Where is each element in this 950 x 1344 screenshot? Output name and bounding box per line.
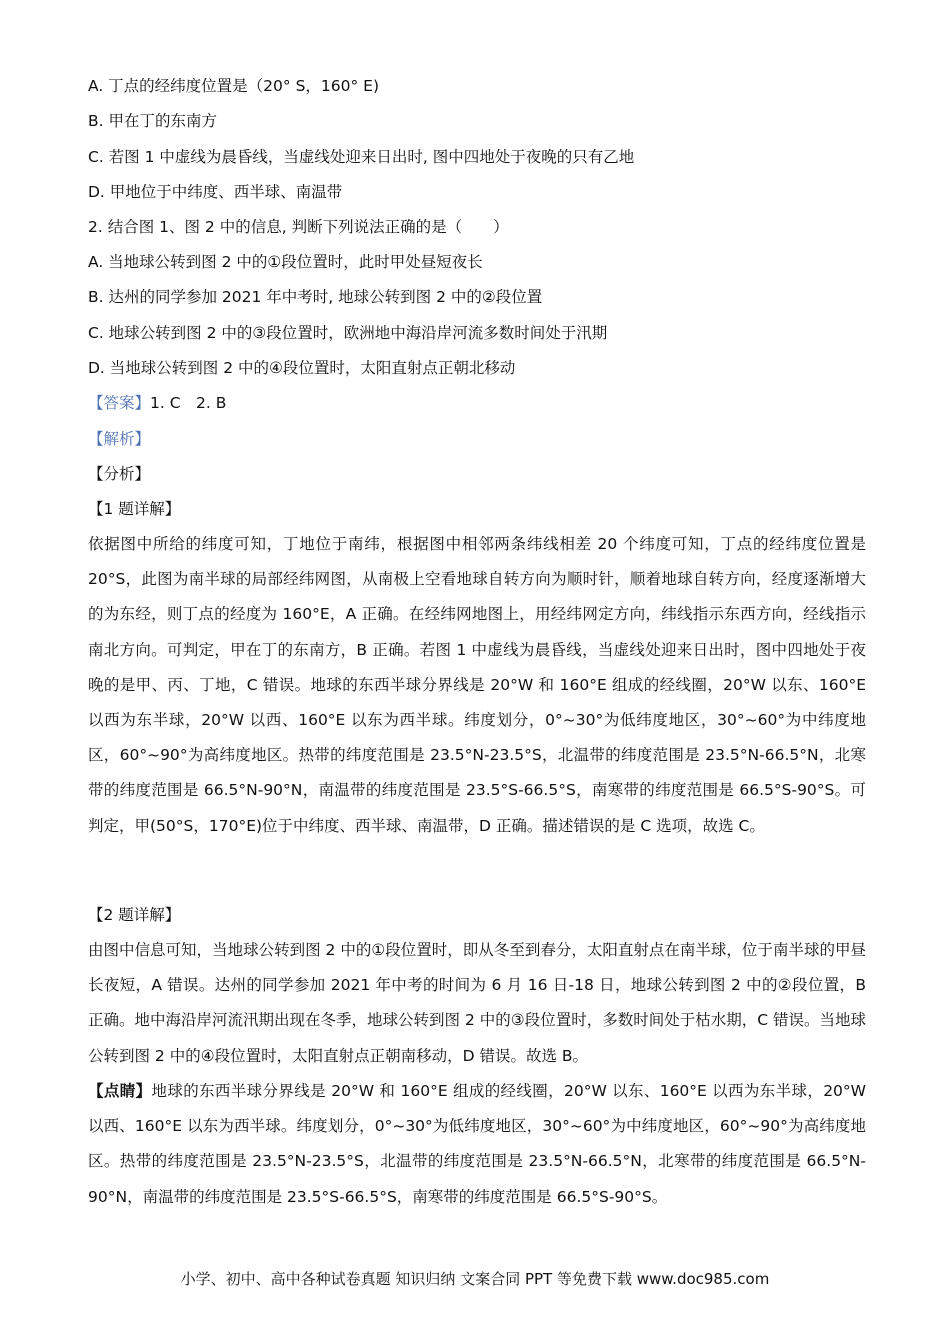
fenxi-tag: 【分析】 (88, 465, 151, 483)
answer-tag: 【答案】 (88, 394, 151, 412)
q1-option-c: C. 若图 1 中虚线为晨昏线，当虚线处迎来日出时, 图中四地处于夜晚的只有乙地 (88, 148, 635, 166)
q2-option-a: A. 当地球公转到图 2 中的①段位置时，此时甲处昼短夜长 (88, 253, 483, 271)
dianjing-tag: 【点睛】 (88, 1082, 152, 1100)
answer-line (88, 392, 226, 414)
page-footer: 小学、初中、高中各种试卷真题 知识归纳 文案合同 PPT 等免费下载 www.doc985.com (180, 1270, 770, 1288)
answer-text: 1. C 2. B (150, 394, 227, 412)
q2-option-d: D. 当地球公转到图 2 中的④段位置时，太阳直射点正朝北移动 (88, 359, 516, 377)
q2-option-c: C. 地球公转到图 2 中的③段位置时，欧洲地中海沿岸河流多数时间处于汛期 (88, 324, 608, 342)
q2-detail-text: 由图中信息可知，当地球公转到图 2 中的①段位置时，即从冬至到春分，太阳直射点在南半球，位于南半球的甲昼长夜短，A 错误。达州的同学参加 2021 年中考的时间为 6 月 16 日-18 日，地球公转到图 2 中的②段位置，B 正确。地中海沿岸河流汛期出现在冬季，地球公转到图 2 中的③段位置时，多数时间处于枯水期，C 错误。当地球公转到图 2 中的④段位置时，太阳直射点正朝南移动，D 错误。故选 B。 (88, 941, 866, 1065)
q1-option-a: A. 丁点的经纬度位置是（20° S，160° E) (88, 77, 380, 95)
dianjing-paragraph (88, 1074, 866, 1215)
q1-option-d: D. 甲地位于中纬度、西半球、南温带 (88, 183, 343, 201)
q1-detail-tag: 【1 题详解】 (88, 500, 181, 518)
dianjing-text: 地球的东西半球分界线是 20°W 和 160°E 组成的经线圈，20°W 以东、160°E 以西为东半球，20°W 以西、160°E 以东为西半球。纬度划分，0°~30°为低纬度地区，30°~60°为中纬度地区，60°~90°为高纬度地区。热带的纬度范围是 23.5°N-23.5°S，北温带的纬度范围是 23.5°N-66.5°N，北寒带的纬度范围是 66.5°N-90°N，南温带的纬度范围是 23.5°S-66.5°S，南寒带的纬度范围是 66.5°S-90°S。 (88, 1082, 866, 1206)
q1-detail-text: 依据图中所给的纬度可知，丁地位于南纬，根据图中相邻两条纬线相差 20 个纬度可知，丁点的经纬度位置是 20°S，此图为南半球的局部经纬网图，从南极上空看地球自转方向为顺时针，顺着地球自转方向，经度逐渐增大的为东经，则丁点的经度为 160°E，A 正确。在经纬网地图上，用经纬网定方向，纬线指示东西方向，经线指示南北方向。可判定，甲在丁的东南方，B 正确。若图 1 中虚线为晨昏线，当虚线处迎来日出时，图中四地处于夜晚的是甲、丙、丁地，C 错误。地球的东西半球分界线是 20°W 和 160°E 组成的经线圈，20°W 以东、160°E 以西为东半球，20°W 以西、160°E 以东为西半球。纬度划分，0°~30°为低纬度地区，30°~60°为中纬度地区，60°~90°为高纬度地区。热带的纬度范围是 23.5°N-23.5°S，北温带的纬度范围是 23.5°N-66.5°N，北寒带的纬度范围是 66.5°N-90°N，南温带的纬度范围是 23.5°S-66.5°S，南寒带的纬度范围是 66.5°S-90°S。可判定，甲(50°S，170°E)位于中纬度、西半球、南温带，D 正确。描述错误的是 C 选项，故选 C。 (88, 535, 866, 835)
analysis-tag: 【解析】 (88, 430, 151, 448)
q2-stem: 2. 结合图 1、图 2 中的信息, 判断下列说法正确的是（ ） (88, 218, 509, 236)
q1-option-b: B. 甲在丁的东南方 (88, 112, 217, 130)
q2-option-b: B. 达州的同学参加 2021 年中考时, 地球公转到图 2 中的②段位置 (88, 288, 543, 306)
q2-detail-tag: 【2 题详解】 (88, 906, 181, 924)
